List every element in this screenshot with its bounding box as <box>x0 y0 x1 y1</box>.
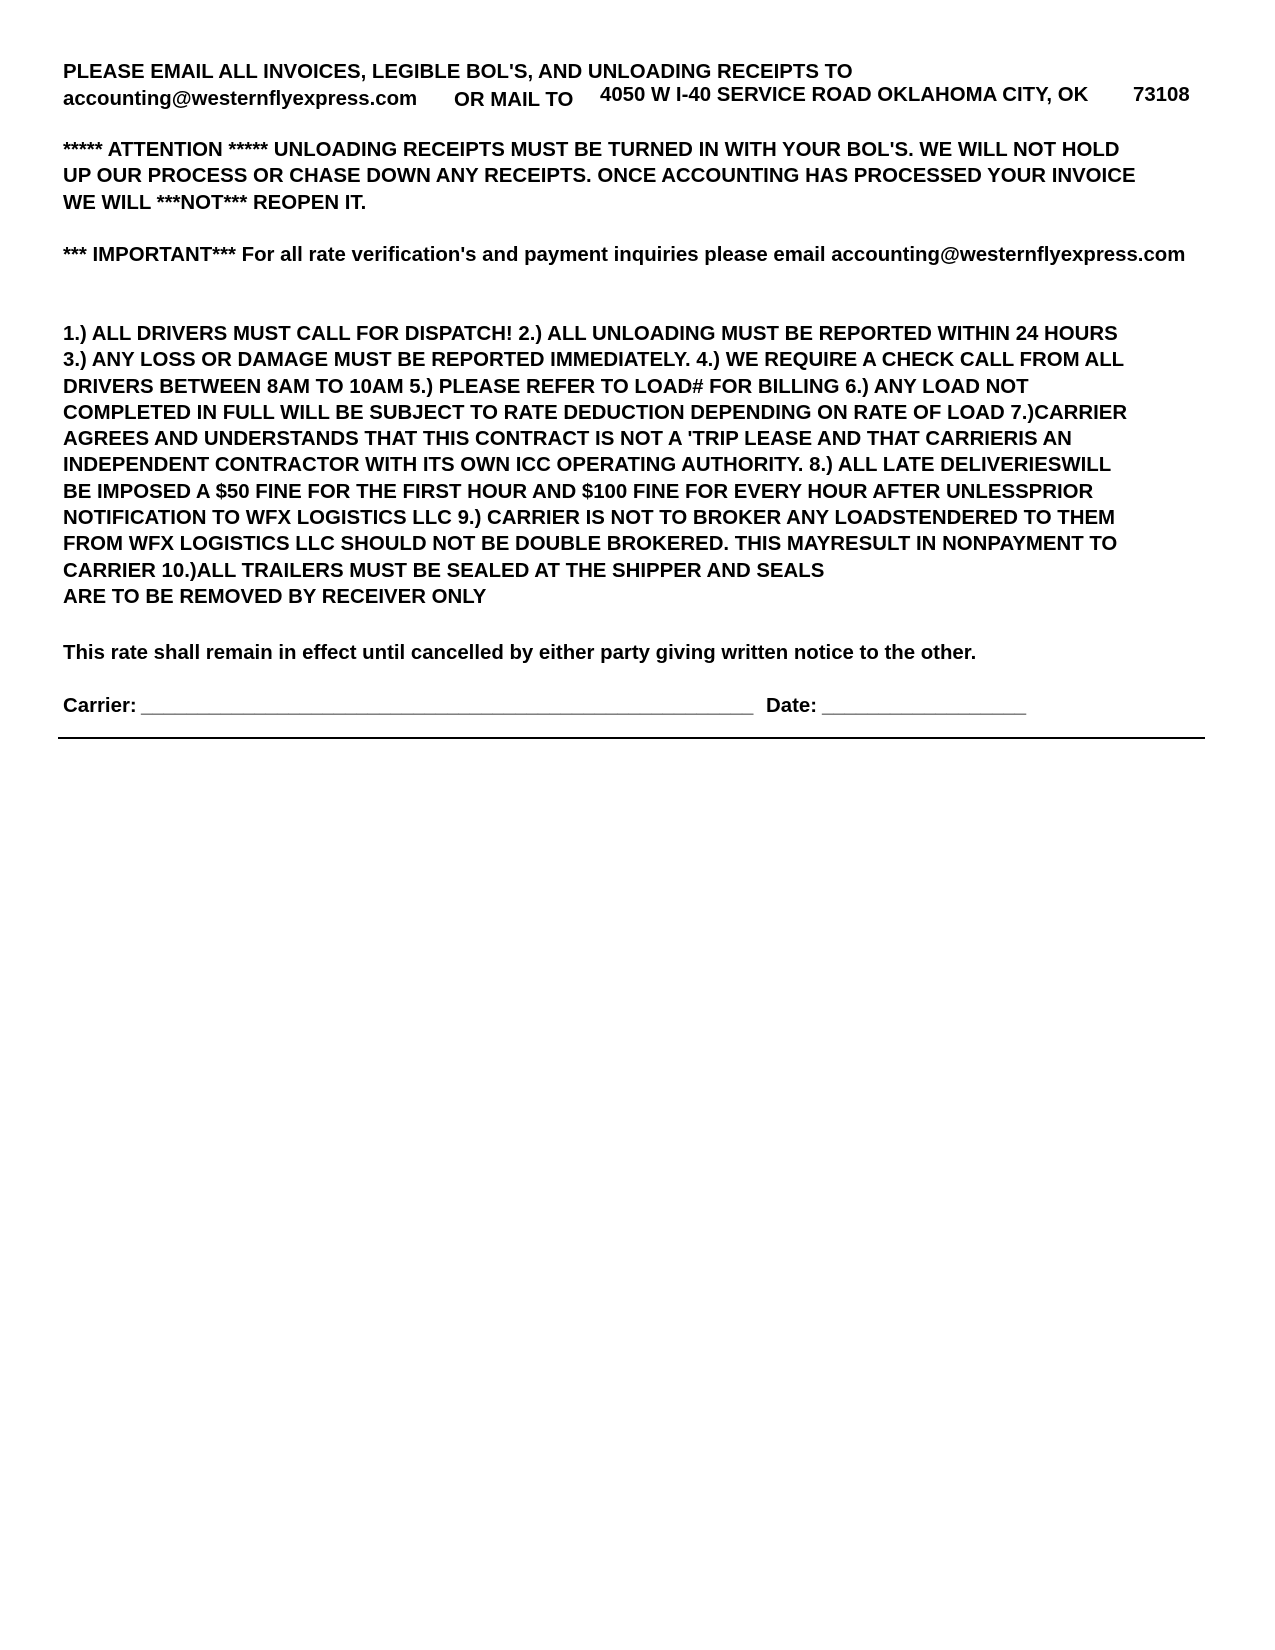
header-instructions: PLEASE EMAIL ALL INVOICES, LEGIBLE BOL'S, AND UNLOADING RECEIPTS TO <box>63 61 853 83</box>
terms-line: DRIVERS BETWEEN 8AM TO 10AM 5.) PLEASE REFER TO LOAD# FOR BILLING 6.) ANY LOAD NOT <box>63 375 1029 398</box>
terms-line: COMPLETED IN FULL WILL BE SUBJECT TO RATE DEDUCTION DEPENDING ON RATE OF LOAD 7.)CARRIER <box>63 401 1128 424</box>
attention-paragraph <box>63 137 1263 216</box>
carrier-signature-field[interactable]: ______________________________________________________ <box>141 695 754 717</box>
terms-line: FROM WFX LOGISTICS LLC SHOULD NOT BE DOUBLE BROKERED. THIS MAYRESULT IN NONPAYMENT TO <box>63 533 1118 556</box>
horizontal-divider <box>58 737 1205 739</box>
or-mail-to: OR MAIL TO <box>454 89 574 111</box>
carrier-label: Carrier: <box>63 695 137 717</box>
terms-paragraph <box>63 321 1263 610</box>
terms-line: ARE TO BE REMOVED BY RECEIVER ONLY <box>63 585 487 608</box>
attention-line: ***** ATTENTION ***** UNLOADING RECEIPTS MUST BE TURNED IN WITH YOUR BOL'S. WE WILL NOT HOLD <box>63 139 1120 161</box>
attention-line: WE WILL ***NOT*** REOPEN IT. <box>63 191 367 214</box>
terms-line: BE IMPOSED A $50 FINE FOR THE FIRST HOUR AND $100 FINE FOR EVERY HOUR AFTER UNLESSPRIOR <box>63 480 1094 503</box>
date-field[interactable]: __________________ <box>822 695 1027 717</box>
accounting-email: accounting@westernflyexpress.com <box>63 88 418 110</box>
mailing-zip: 73108 <box>1133 84 1190 106</box>
important-notice: *** IMPORTANT*** For all rate verification's and payment inquiries please email accounting@westernflyexpress.com <box>63 244 1186 266</box>
date-label: Date: <box>766 695 817 717</box>
terms-line: NOTIFICATION TO WFX LOGISTICS LLC 9.) CARRIER IS NOT TO BROKER ANY LOADSTENDERED TO THEM <box>63 507 1116 530</box>
mailing-address: 4050 W I-40 SERVICE ROAD OKLAHOMA CITY, OK <box>600 84 1089 106</box>
terms-line: 3.) ANY LOSS OR DAMAGE MUST BE REPORTED IMMEDIATELY. 4.) WE REQUIRE A CHECK CALL FROM ALL <box>63 349 1125 372</box>
terms-line: AGREES AND UNDERSTANDS THAT THIS CONTRACT IS NOT A 'TRIP LEASE AND THAT CARRIERIS AN <box>63 428 1072 451</box>
attention-line: UP OUR PROCESS OR CHASE DOWN ANY RECEIPTS. ONCE ACCOUNTING HAS PROCESSED YOUR INVOICE <box>63 165 1136 188</box>
terms-line: CARRIER 10.)ALL TRAILERS MUST BE SEALED AT THE SHIPPER AND SEALS <box>63 559 825 582</box>
rate-notice: This rate shall remain in effect until cancelled by either party giving written notice to the other. <box>63 642 977 664</box>
terms-line: 1.) ALL DRIVERS MUST CALL FOR DISPATCH! 2.) ALL UNLOADING MUST BE REPORTED WITHIN 24 HOURS <box>63 323 1118 345</box>
terms-line: INDEPENDENT CONTRACTOR WITH ITS OWN ICC OPERATING AUTHORITY. 8.) ALL LATE DELIVERIESWILL <box>63 454 1112 477</box>
